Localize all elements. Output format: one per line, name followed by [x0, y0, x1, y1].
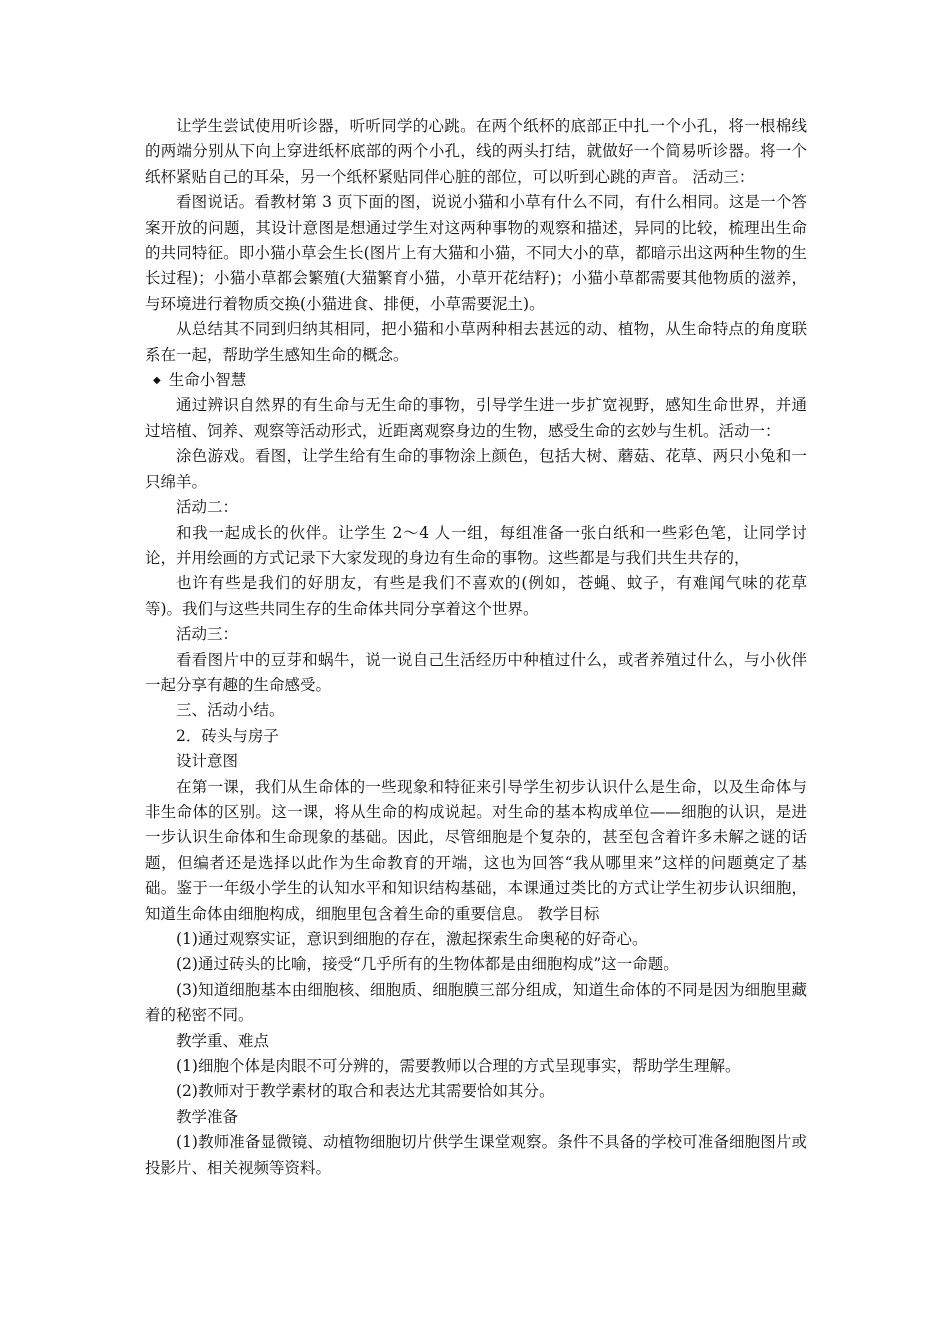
- document-page: [145, 114, 807, 1181]
- paragraph: (2)教师对于教学素材的取合和表达尤其需要恰如其分。: [176, 1082, 555, 1101]
- paragraph: 教学准备: [176, 1107, 239, 1126]
- paragraph: (2)通过砖头的比喻，接受“几乎所有的生物体都是由细胞构成”这一命题。: [176, 955, 679, 974]
- paragraph: 设计意图: [176, 752, 239, 771]
- paragraph: 在第一课，我们从生命体的一些现象和特征来引导学生初步认识什么是生命，以及生命体与非生命体的区别。这一课，将从生命的构成说起。对生命的基本构成单位——细胞的认识，是进一步认识生命体和生命现象的基础。因此，尽管细胞是个复杂的，甚至包含着许多未解之谜的话题，但编者还是选择以此作为生命教育的开端，这也为回答“我从哪里来”这样的问题奠定了基础。鉴于一年级小学生的认知水平和知识结构基础，本课通过类比的方式让学生初步认识细胞，知道生命体由细胞构成，细胞里包含着生命的重要信息。 教学目标: [145, 777, 807, 923]
- paragraph: (1)细胞个体是肉眼不可分辨的，需要教师以合理的方式呈现事实，帮助学生理解。: [176, 1057, 741, 1076]
- section-heading-bullet: [145, 368, 807, 393]
- paragraph: 活动二：: [176, 498, 239, 517]
- diamond-bullet-icon: ◆: [153, 375, 161, 387]
- paragraph: 和我一起成长的伙伴。让学生 2～4 人一组，每组准备一张白纸和一些彩色笔，让同学讨论，并用绘画的方式记录下大家发现的身边有生命的事物。这些都是与我们共生共存的，: [145, 523, 807, 567]
- paragraph: (1)通过观察实证，意识到细胞的存在，激起探索生命奥秘的好奇心。: [176, 930, 648, 948]
- paragraph: 教学重、难点: [176, 1031, 270, 1050]
- paragraph: 看看图片中的豆芽和蜗牛，说一说自己生活经历中种植过什么，或者养殖过什么，与小伙伴一起分享有趣的生命感受。: [145, 650, 807, 694]
- paragraph: 三、活动小结。: [176, 701, 285, 720]
- paragraph: 涂色游戏。看图，让学生给有生命的事物涂上颜色，包括大树、蘑菇、花草、两只小兔和一只绵羊。: [145, 447, 807, 491]
- paragraph: 从总结其不同到归纳其相同，把小猫和小草两种相去甚远的动、植物，从生命特点的角度联系在一起，帮助学生感知生命的概念。: [145, 320, 807, 364]
- paragraph: 看图说话。看教材第 3 页下面的图，说说小猫和小草有什么不同，有什么相同。这是一个答案开放的问题，其设计意图是想通过学生对这两种事物的观察和描述，异同的比较，梳理出生命的共同特征。即小猫小草会生长(图片上有大猫和小猫，不同大小的草，都暗示出这两种生物的生长过程)；小猫小草都会繁殖(大猫繁育小猫，小草开花结籽)；小猫小草都需要其他物质的滋养，与环境进行着物质交换(小猫进食、排便，小草需要泥土)。: [145, 193, 807, 313]
- section-heading-text: 生命小智慧: [168, 371, 247, 390]
- paragraph: 活动三：: [176, 625, 239, 644]
- paragraph: (3)知道细胞基本由细胞核、细胞质、细胞膜三部分组成，知道生命体的不同是因为细胞里藏着的秘密不同。: [145, 980, 807, 1025]
- paragraph: 让学生尝试使用听诊器，听听同学的心跳。在两个纸杯的底部正中扎一个小孔，将一根棉线的两端分别从下向上穿进纸杯底部的两个小孔，线的两头打结，就做好一个简易听诊器。将一个纸杯紧贴自己的耳朵，另一个纸杯紧贴同伴心脏的部位，可以听到心跳的声音。 活动三：: [145, 117, 807, 186]
- lesson-title: 2．砖头与房子: [176, 726, 279, 745]
- paragraph: 通过辨识自然界的有生命与无生命的事物，引导学生进一步扩宽视野，感知生命世界，并通过培植、饲养、观察等活动形式，近距离观察身边的生物，感受生命的玄妙与生机。活动一：: [145, 396, 807, 440]
- paragraph: 也许有些是我们的好朋友，有些是我们不喜欢的(例如，苍蝇、蚊子，有难闻气味的花草等)。我们与这些共同生存的生命体共同分享着这个世界。: [145, 574, 807, 618]
- paragraph: (1)教师准备显微镜、动植物细胞切片供学生课堂观察。条件不具备的学校可准备细胞图片或投影片、相关视频等资料。: [145, 1133, 807, 1177]
